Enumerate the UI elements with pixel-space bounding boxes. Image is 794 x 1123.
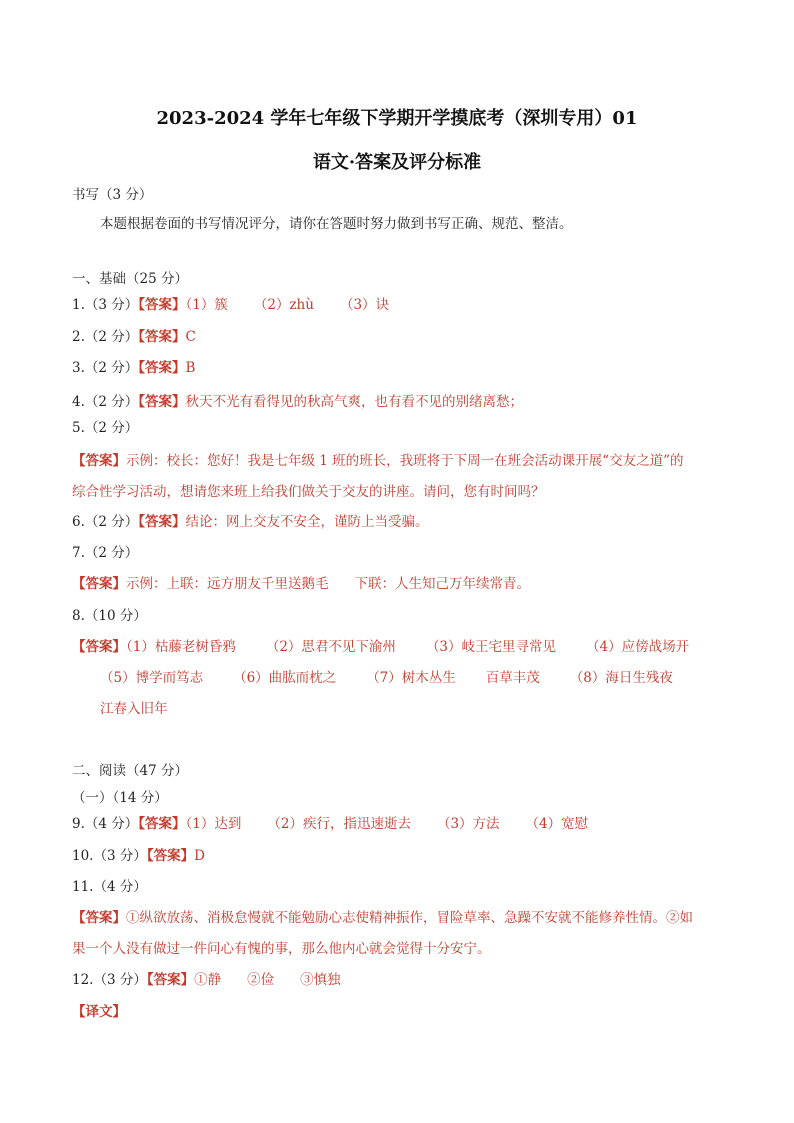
q10-number: 10.（3 分） xyxy=(72,848,147,864)
q5-answer-line2: 综合性学习活动，想请您来班上给我们做关于交友的讲座。请问，您有时间吗？ xyxy=(72,484,545,500)
q7-answer-row xyxy=(72,575,530,593)
q8-answer-4: （4）应傍战场开 xyxy=(586,639,690,655)
q7-answer-1: 示例：上联：远方朋友千里送鹅毛 xyxy=(126,576,329,592)
answer-tag: 【答案】 xyxy=(138,297,186,313)
q8-answer-5: （5）博学而笃志 xyxy=(100,670,204,686)
q2-number: 2.（2 分） xyxy=(72,329,139,345)
q12-row xyxy=(72,971,341,989)
q12-answer-2: ②俭 xyxy=(247,972,275,988)
q3-number: 3.（2 分） xyxy=(72,360,139,376)
q8-number: 8.（10 分） xyxy=(72,608,147,624)
q8-answer-1: （1）枯藤老树昏鸦 xyxy=(126,639,236,655)
q9-row xyxy=(72,815,588,833)
q2-row xyxy=(72,328,196,346)
q4-row xyxy=(72,393,523,411)
q11-answer-line1 xyxy=(72,909,693,927)
answer-tag: 【答案】 xyxy=(72,910,126,926)
q5-answer-text1: 示例：校长：您好！我是七年级 1 班的班长，我班将于下周一在班会活动课开展“交友之道”的 xyxy=(126,453,684,469)
q11-answer-line2: 果一个人没有做过一件问心有愧的事，那么他内心就会觉得十分安宁。 xyxy=(72,941,491,957)
q9-answer-1: （1）达到 xyxy=(185,816,242,832)
q9-answer-2: （2）疾行，指迅速逝去 xyxy=(267,816,411,832)
q6-row xyxy=(72,513,429,531)
answer-tag: 【答案】 xyxy=(146,848,195,864)
answer-tag: 【答案】 xyxy=(138,329,186,345)
answer-tag: 【答案】 xyxy=(72,639,126,655)
q11-answer-text1: ①纵欲放荡、消极怠慢就不能勉励心志使精神振作，冒险草率、急躁不安就不能修养性情。②如 xyxy=(126,910,693,926)
q9-number: 9.（4 分） xyxy=(72,816,139,832)
q6-number: 6.（2 分） xyxy=(72,514,139,530)
q7-number: 7.（2 分） xyxy=(72,545,139,561)
q8-answer-row1 xyxy=(72,638,689,656)
answer-tag: 【答案】 xyxy=(146,972,195,988)
answer-tag: 【答案】 xyxy=(138,360,186,376)
translation-heading: 【译文】 xyxy=(72,1004,126,1020)
q8-answer-row2 xyxy=(100,669,673,687)
answer-tag: 【答案】 xyxy=(72,453,126,469)
q4-answer: 秋天不光有看得见的秋高气爽，也有看不见的别绪离愁； xyxy=(185,394,524,410)
answer-tag: 【答案】 xyxy=(72,576,126,592)
answer-tag: 【答案】 xyxy=(138,514,186,530)
q8-answer-7b: 百草丰茂 xyxy=(485,670,540,686)
section2-heading: 二、阅读（47 分） xyxy=(72,763,188,779)
page-title: 2023-2024 学年七年级下学期开学摸底考（深圳专用）01 xyxy=(156,108,638,129)
q10-answer: D xyxy=(194,848,205,864)
q11-number: 11.（4 分） xyxy=(72,879,147,895)
writing-text: 本题根据卷面的书写情况评分，请你在答题时努力做到书写正确、规范、整洁。 xyxy=(100,216,573,232)
q1-answer-3: （3）诀 xyxy=(339,297,390,313)
q2-answer: C xyxy=(185,329,196,345)
q1-answer-1: （1）簇 xyxy=(185,297,228,313)
q12-number: 12.（3 分） xyxy=(72,972,147,988)
q8-answer-6: （6）曲肱而枕之 xyxy=(233,670,337,686)
q7-answer-2: 下联：人生知己万年续常青。 xyxy=(354,576,530,592)
q9-answer-3: （3）方法 xyxy=(436,816,500,832)
page-subtitle: 语文·答案及评分标准 xyxy=(312,152,482,173)
q6-answer: 结论：网上交友不安全，谨防上当受骗。 xyxy=(185,514,429,530)
q9-answer-4: （4）宽慰 xyxy=(525,816,589,832)
q10-row xyxy=(72,847,205,865)
writing-heading: 书写（3 分） xyxy=(72,187,153,203)
q12-answer-3: ③慎独 xyxy=(300,972,341,988)
q12-answer-1: ①静 xyxy=(194,972,222,988)
q4-number: 4.（2 分） xyxy=(72,394,139,410)
q3-row xyxy=(72,359,195,377)
answer-tag: 【答案】 xyxy=(138,816,186,832)
q1-row xyxy=(72,296,389,314)
answer-tag: 【答案】 xyxy=(138,394,186,410)
q1-answer-2: （2）zhù xyxy=(253,297,314,313)
section1-heading: 一、基础（25 分） xyxy=(72,271,188,287)
q8-answer-3: （3）岐王宅里寻常见 xyxy=(425,639,557,655)
section2-sub1: （一）（14 分） xyxy=(72,790,168,806)
q3-answer: B xyxy=(185,360,196,376)
q8-answer-2: （2）思君不见下渝州 xyxy=(265,639,396,655)
q8-answer-row3: 江春入旧年 xyxy=(100,701,168,717)
q8-answer-7: （7）树木丛生 xyxy=(366,670,456,686)
q1-number: 1.（3 分） xyxy=(72,297,139,313)
q5-number: 5.（2 分） xyxy=(72,420,139,436)
q5-answer-line1 xyxy=(72,452,683,470)
q8-answer-8: （8）海日生残夜 xyxy=(569,670,673,686)
